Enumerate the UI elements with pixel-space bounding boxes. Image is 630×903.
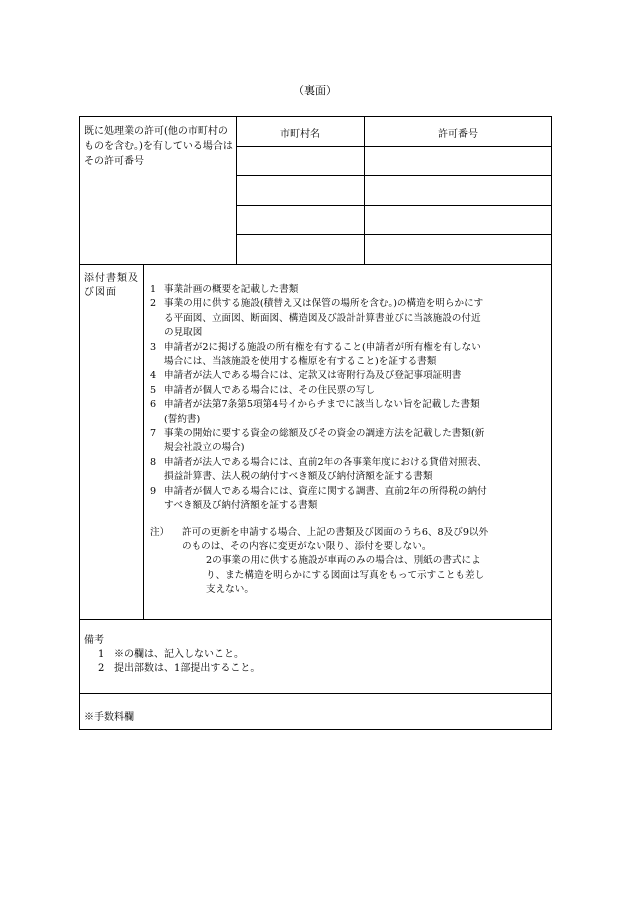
row-divider [236,146,552,147]
attachments-list [150,283,490,598]
list-item [150,456,490,485]
item-text: 事業の開始に要する資金の総額及びその資金の調達方法を記載した書類(新規会社設立の場合) [164,428,485,454]
row-divider [236,234,552,235]
section-divider [80,693,552,694]
note [150,526,490,555]
existing-permit-label: 既に処理業の許可(他の市町村のものを含む。)を有している場合はその許可番号 [84,126,233,167]
list-item [150,427,490,456]
list-item [150,283,490,297]
item-text: 申請者が法第7条第5項第4号イからチまでに該当しない旨を記載した書類(誓約書) [164,399,480,425]
item-number: 7 [150,428,157,440]
list-item [84,648,544,662]
item-text: 申請者が法人である場合には、直前2年の各事業年度における貸借対照表、損益計算書、法人税の納付すべき額及び納付済額を証する書類 [164,456,487,483]
item-text: 申請者が個人である場合には、資産に関する調書、直前2年の所得税の納付すべき額及び納付済額を証する書類 [164,485,487,512]
note-text: 許可の更新を申請する場合、上記の書類及び図面のうち6、8及び9以外のものは、その内容に変更がない限り、添付を要しない。 [182,526,489,552]
item-number: 1 [98,649,105,660]
application-form-back [79,116,552,730]
item-number: 6 [150,399,157,411]
page-title: （裏面） [293,84,337,97]
item-text: 申請者が法人である場合には、定款又は寄附行為及び登記事項証明書 [164,370,462,382]
item-text: 提出部数は、1部提出すること。 [114,663,261,674]
remarks-section [84,634,544,676]
section-divider [80,264,552,265]
attachments-label: 添付書類及び図面 [84,273,139,298]
item-number: 4 [150,370,157,382]
list-item [150,398,490,427]
item-text: 事業計画の概要を記載した書類 [164,284,299,295]
column-divider [143,264,144,619]
fee-field-label: ※手数料欄 [84,712,134,723]
section-divider [80,619,552,620]
item-text: 申請者が2に掲げる施設の所有権を有すること(申請者が所有権を有しない場合には、当該施設を使用する権原を有すること)を証する書類 [164,341,481,368]
item-text: 事業の用に供する施設(積替え又は保管の場所を含む。)の構造を明らかにする平面図、立面図、断面図、構造図及び設計計算書並びに当該施設の付近の見取図 [164,298,484,339]
item-number: 8 [150,456,157,468]
item-number: 2 [98,663,105,674]
note-text: 2の事業の用に供する施設が車両のみの場合は、別紙の書式により、また構造を明らかにする図面は写真をもって示すことも差し支えない。 [206,555,485,596]
municipality-column-header: 市町村名 [280,129,320,140]
list-item [150,485,490,514]
note-lead: 注） [150,526,170,538]
row-divider [236,175,552,176]
remarks-title: 備考 [84,635,104,646]
item-number: 2 [150,298,157,310]
list-item [84,662,544,676]
item-number: 3 [150,341,157,353]
item-number: 5 [150,384,157,396]
list-item [150,341,490,370]
row-divider [236,205,552,206]
item-number: 1 [150,284,157,295]
permit-number-column-header: 許可番号 [438,129,478,140]
list-item [150,369,490,383]
item-number: 9 [150,485,157,497]
list-item [150,297,490,340]
note-text-2 [150,554,490,597]
list-item [150,384,490,398]
item-text: ※の欄は、記入しないこと。 [114,649,244,660]
item-text: 申請者が個人である場合には、その住民票の写し [164,384,376,396]
